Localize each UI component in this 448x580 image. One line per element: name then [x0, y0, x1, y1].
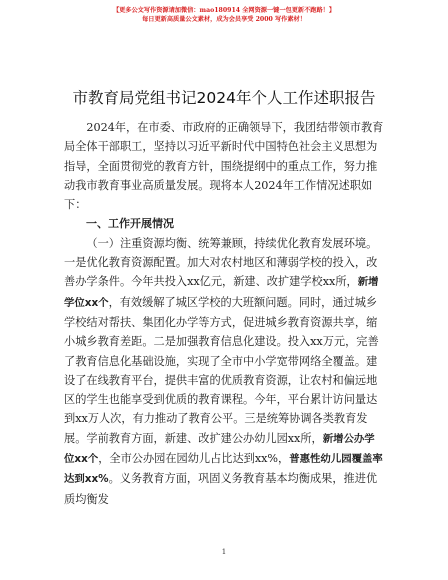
- promo-banner: [0, 6, 448, 24]
- body-paragraph: [64, 118, 385, 214]
- bold-text-run: 新增学位xx个: [64, 276, 379, 309]
- text-run: ，有效缓解了城区学校的大班额问题。同时，通过城乡学校结对帮扶、集团化办学等方式，促进城乡教育资源共享，缩小城乡教育差距。二是加强教育信息化建设。投入xx万元，完善了教育信息化基础设施，实现了全市中小学宽带网络全覆盖。建设了在线教育平台，提供丰富的优质教育资源，让农村和偏远地区的学生也能享受到优质的教育课程。今年，平台累计访问量达到xx万人次，有力推动了教育公平。三是统筹协调各类教育发展。学前教育方面，新建、改扩建公办幼儿园xx所，: [64, 295, 379, 445]
- text-run: ，全市公办园在园幼儿占比达到xx%，: [98, 452, 290, 466]
- page-number: 1: [221, 548, 227, 556]
- document-body: [64, 118, 385, 509]
- text-run: 2024年，在市委、市政府的正确领导下，我团结带领市教育局全体干部职工，坚持以习近平新时代中国特色社会主义思想为指导，全面贯彻党的教育方针，围绕提纲中的重点工作，努力推动我市教育事业高质量发展。现将本人2024年工作情况述职如下：: [64, 121, 384, 212]
- text-run: （一）注重资源均衡、统筹兼顾，持续优化教育发展环境。一是优化教育资源配置。加大对农村地区和薄弱学校的投入，改善办学条件。今年共投入xx亿元，新建、改扩建学校xx所，: [64, 236, 378, 289]
- section-heading: [64, 214, 385, 233]
- promo-banner-line2: 每日更新高质量公文素材，成为会员享受 2000 写作素材！: [142, 16, 306, 23]
- bold-text-run: 普惠性幼儿园覆盖率达到xx%: [64, 453, 383, 486]
- document-title: 市教育局党组书记2024年个人工作述职报告: [72, 89, 376, 107]
- bold-text-run: 新增公办学位xx个: [64, 432, 375, 466]
- text-run: 。义务教育方面，巩固义务教育基本均衡成果，推进优质均衡发: [64, 472, 378, 506]
- body-paragraph: [64, 234, 385, 509]
- text-run: 一、工作开展情况: [86, 217, 174, 231]
- promo-banner-line1: 【更多公文写作资源请加微信：mao180914 全网资源一键一包更新不跑路！】: [112, 7, 336, 14]
